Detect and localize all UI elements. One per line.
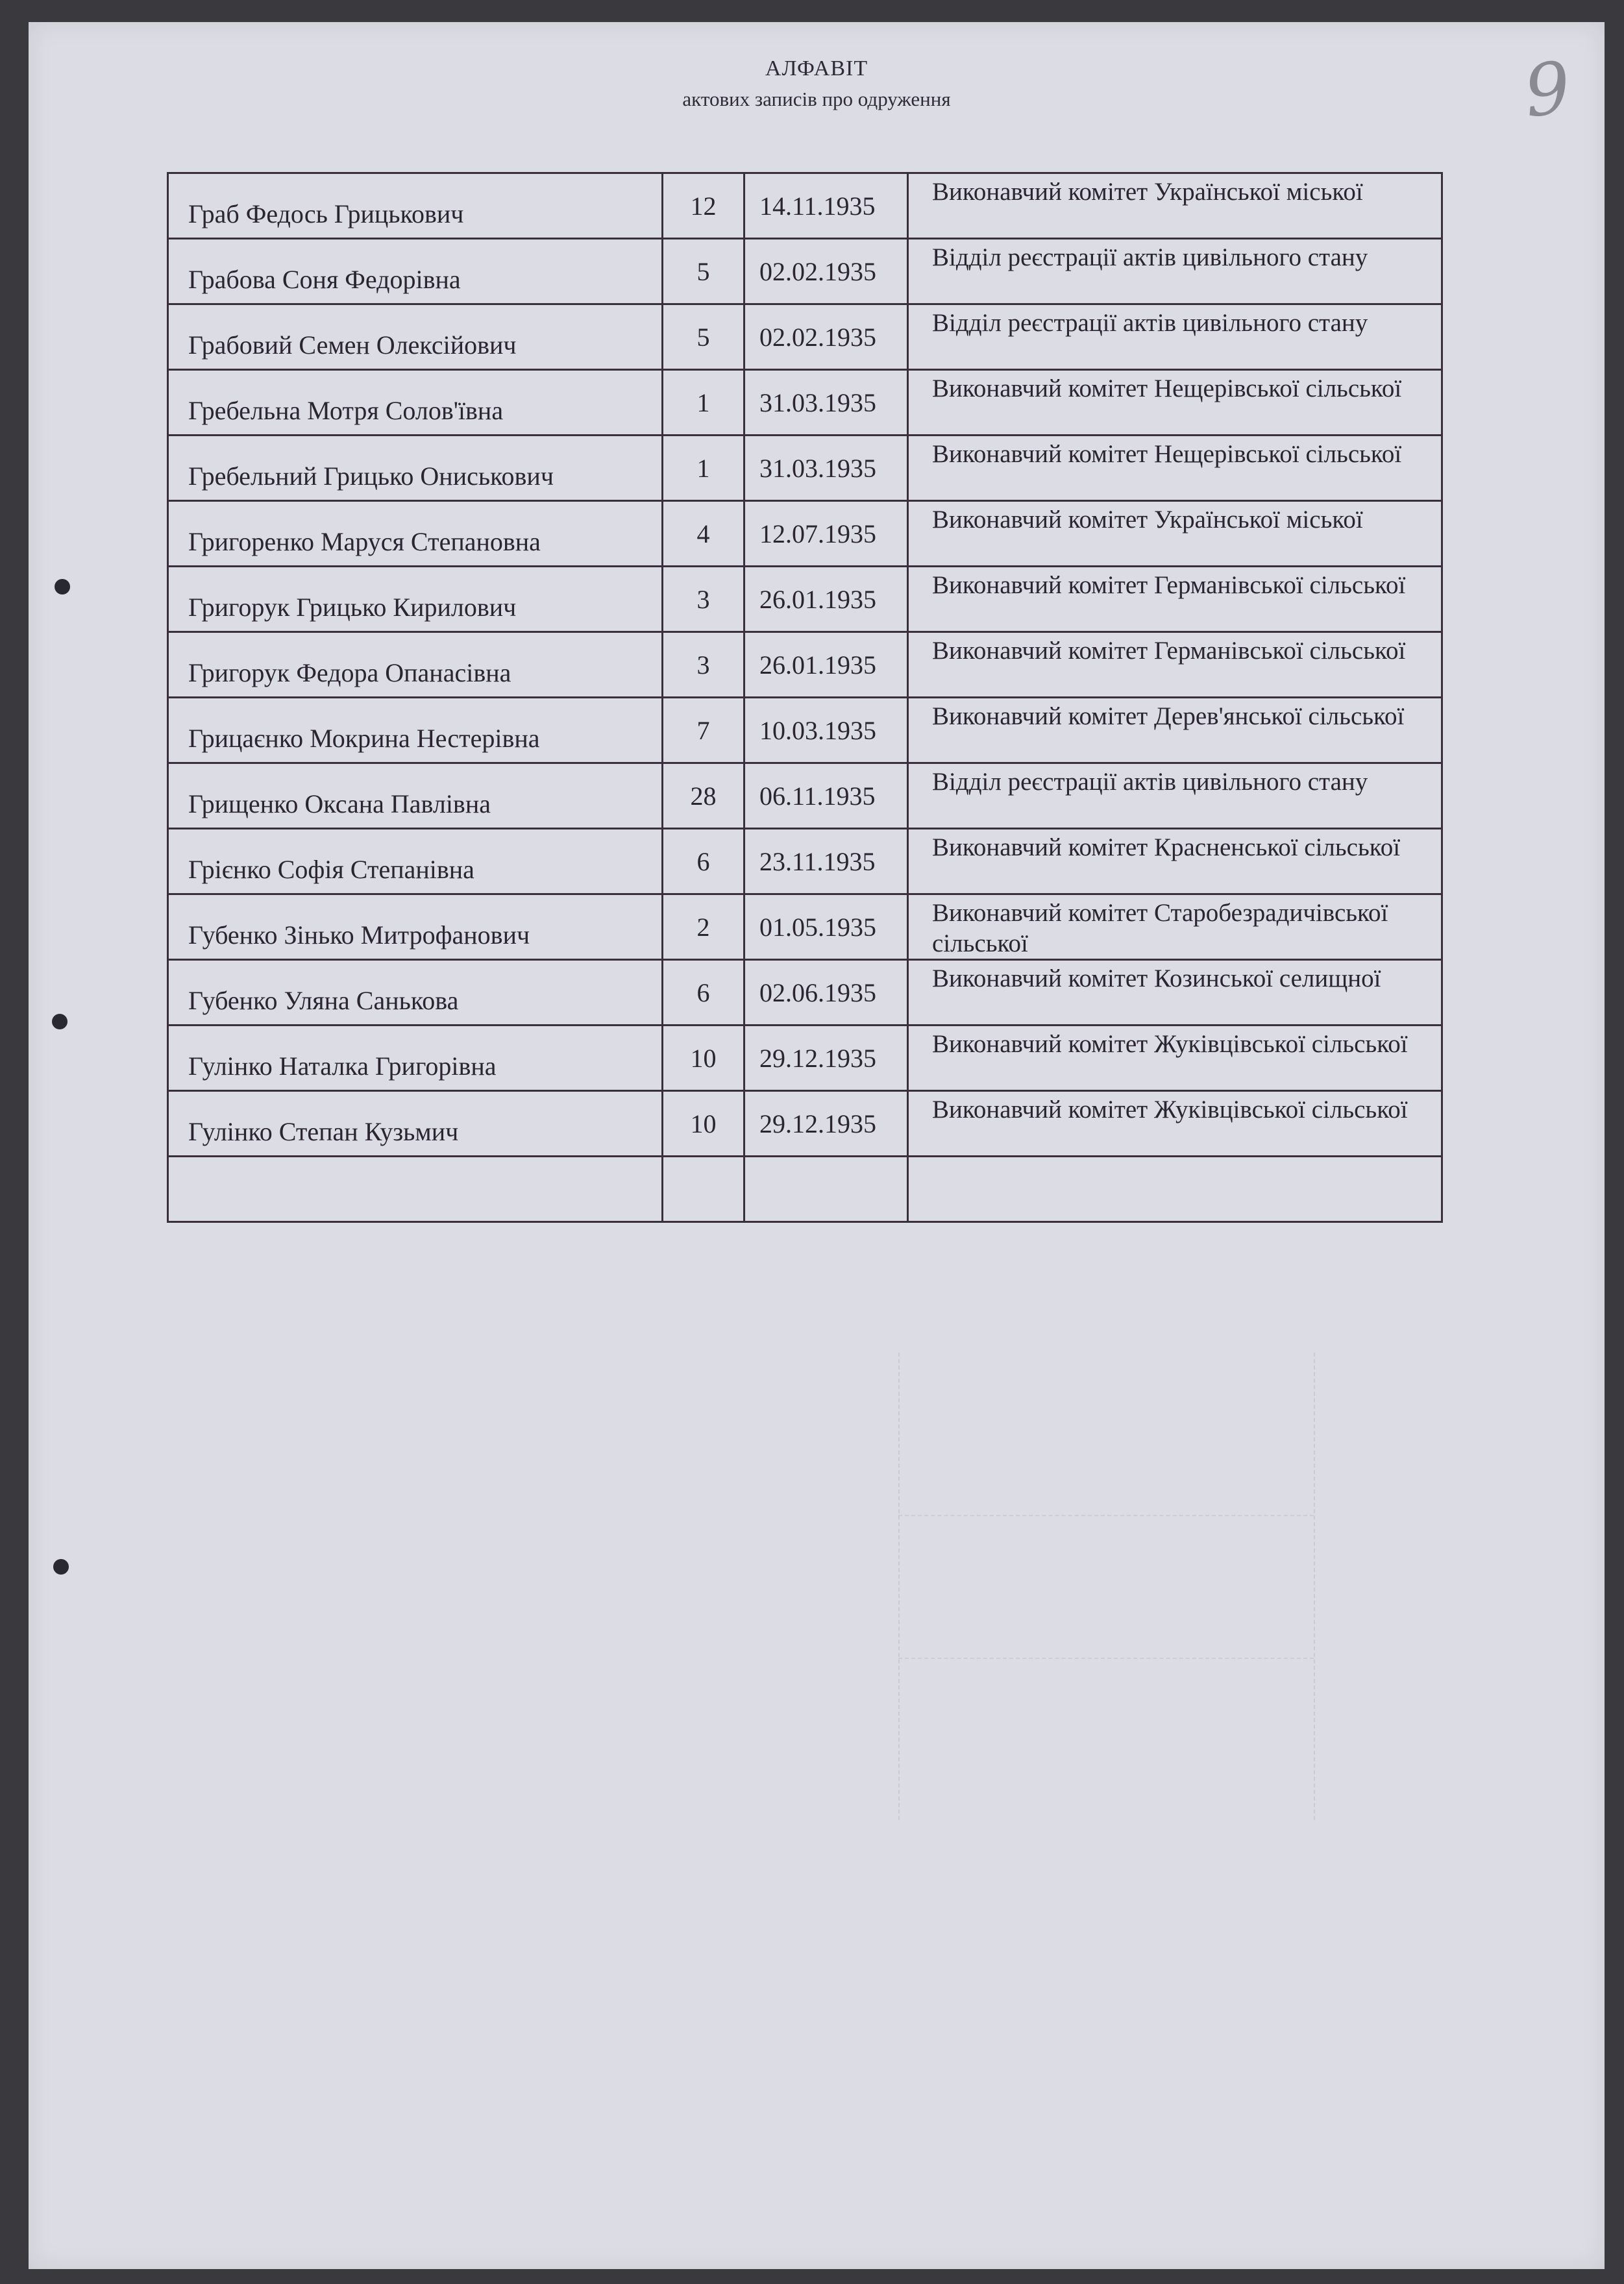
- registry-organ-cell: [908, 567, 1442, 632]
- record-date-cell: 02.02.1935: [744, 304, 908, 370]
- table-row-empty: [168, 1157, 1442, 1222]
- registry-organ-cell: [908, 894, 1442, 960]
- record-date-cell: 29.12.1935: [744, 1091, 908, 1157]
- registry-organ-cell: [908, 1157, 1442, 1222]
- registry-organ-text: Виконавчий комітет Старобезрадичівської сільської: [932, 899, 1388, 957]
- record-date-cell: 31.03.1935: [744, 370, 908, 436]
- registry-organ-cell: [908, 173, 1442, 239]
- record-number-cell: 6: [663, 960, 744, 1025]
- person-name-cell: Грабова Соня Федорівна: [168, 239, 663, 304]
- table-row: [168, 632, 1442, 698]
- bleed-through-line: [898, 1515, 1314, 1516]
- registry-organ-cell: [908, 304, 1442, 370]
- table-row: [168, 763, 1442, 829]
- registry-organ-text: Виконавчий комітет Нещерівської сільської: [932, 375, 1402, 402]
- document-page: [29, 22, 1605, 2269]
- record-date-cell: 06.11.1935: [744, 763, 908, 829]
- record-date-cell: 26.01.1935: [744, 632, 908, 698]
- record-number-cell: 6: [663, 829, 744, 894]
- record-number-cell: 1: [663, 436, 744, 501]
- record-date-cell: 29.12.1935: [744, 1025, 908, 1091]
- registry-organ-cell: [908, 436, 1442, 501]
- person-name-cell: Губенко Зінько Митрофанович: [168, 894, 663, 960]
- record-date-cell: 02.02.1935: [744, 239, 908, 304]
- registry-organ-text: Відділ реєстрації актів цивільного стану: [932, 768, 1368, 796]
- registry-organ-text: Виконавчий комітет Жуківцівської сільської: [932, 1096, 1408, 1124]
- person-name-cell: Грієнко Софія Степанівна: [168, 829, 663, 894]
- registry-organ-cell: [908, 1025, 1442, 1091]
- person-name-cell: Григорук Грицько Кирилович: [168, 567, 663, 632]
- table-row: [168, 567, 1442, 632]
- person-name-cell: Григоренко Маруся Степановна: [168, 501, 663, 567]
- record-date-cell: 02.06.1935: [744, 960, 908, 1025]
- table-row: [168, 436, 1442, 501]
- registry-organ-text: Відділ реєстрації актів цивільного стану: [932, 309, 1368, 337]
- record-number-cell: 10: [663, 1025, 744, 1091]
- record-number-cell: 28: [663, 763, 744, 829]
- registry-organ-text: Виконавчий комітет Жуківцівської сільської: [932, 1030, 1408, 1058]
- registry-organ-text: Виконавчий комітет Української міської: [932, 178, 1363, 206]
- registry-organ-cell: [908, 632, 1442, 698]
- record-date-cell: 26.01.1935: [744, 567, 908, 632]
- record-date-cell: 10.03.1935: [744, 698, 908, 763]
- person-name-cell: Граб Федось Грицькович: [168, 173, 663, 239]
- marriage-records-table: [167, 172, 1443, 1223]
- person-name-cell: Губенко Уляна Санькова: [168, 960, 663, 1025]
- person-name-cell: Григорук Федора Опанасівна: [168, 632, 663, 698]
- registry-organ-cell: [908, 1091, 1442, 1157]
- registry-organ-cell: [908, 829, 1442, 894]
- record-number-cell: 1: [663, 370, 744, 436]
- table-row: [168, 239, 1442, 304]
- person-name-cell: Гребельний Грицько Ониськович: [168, 436, 663, 501]
- table-row: [168, 894, 1442, 960]
- record-number-cell: 10: [663, 1091, 744, 1157]
- table-row: [168, 698, 1442, 763]
- table-row: [168, 1091, 1442, 1157]
- registry-organ-cell: [908, 501, 1442, 567]
- record-number-cell: [663, 1157, 744, 1222]
- table-row: [168, 173, 1442, 239]
- person-name-cell: Грицаєнко Мокрина Нестерівна: [168, 698, 663, 763]
- bleed-through-line: [1314, 1353, 1315, 1820]
- punch-hole-mark: [53, 1559, 69, 1575]
- record-number-cell: 5: [663, 239, 744, 304]
- record-date-cell: 12.07.1935: [744, 501, 908, 567]
- document-header: [29, 55, 1605, 113]
- registry-organ-text: [932, 1160, 1441, 1221]
- person-name-cell: Гулінко Степан Кузьмич: [168, 1091, 663, 1157]
- punch-hole-mark: [52, 1014, 68, 1029]
- table-row: [168, 501, 1442, 567]
- person-name-cell: [168, 1157, 663, 1222]
- registry-organ-cell: [908, 763, 1442, 829]
- bleed-through-line: [898, 1658, 1314, 1659]
- punch-hole-mark: [55, 579, 70, 595]
- table-row: [168, 829, 1442, 894]
- registry-organ-cell: [908, 698, 1442, 763]
- record-date-cell: 01.05.1935: [744, 894, 908, 960]
- record-number-cell: 7: [663, 698, 744, 763]
- person-name-cell: Гребельна Мотря Солов'ївна: [168, 370, 663, 436]
- person-name-cell: Грабовий Семен Олексійович: [168, 304, 663, 370]
- handwritten-page-number: 9: [1520, 45, 1575, 134]
- record-number-cell: 5: [663, 304, 744, 370]
- table-row: [168, 304, 1442, 370]
- registry-organ-text: Виконавчий комітет Української міської: [932, 506, 1363, 534]
- table-body: [168, 173, 1442, 1222]
- registry-organ-text: Виконавчий комітет Козинської селищної: [932, 964, 1381, 992]
- record-number-cell: 4: [663, 501, 744, 567]
- document-title: АЛФАВІТ: [765, 56, 868, 80]
- registry-organ-cell: [908, 370, 1442, 436]
- table-row: [168, 960, 1442, 1025]
- record-number-cell: 3: [663, 632, 744, 698]
- table-row: [168, 1025, 1442, 1091]
- registry-organ-text: Виконавчий комітет Германівської сільської: [932, 571, 1406, 599]
- record-date-cell: [744, 1157, 908, 1222]
- registry-organ-text: Виконавчий комітет Красненської сільської: [932, 833, 1401, 861]
- registry-organ-cell: [908, 960, 1442, 1025]
- record-number-cell: 12: [663, 173, 744, 239]
- person-name-cell: Гулінко Наталка Григорівна: [168, 1025, 663, 1091]
- record-date-cell: 14.11.1935: [744, 173, 908, 239]
- registry-organ-text: Виконавчий комітет Германівської сільської: [932, 637, 1406, 665]
- record-date-cell: 23.11.1935: [744, 829, 908, 894]
- record-date-cell: 31.03.1935: [744, 436, 908, 501]
- bleed-through-line: [898, 1353, 900, 1820]
- registry-organ-cell: [908, 239, 1442, 304]
- record-number-cell: 3: [663, 567, 744, 632]
- registry-organ-text: Виконавчий комітет Нещерівської сільської: [932, 440, 1402, 468]
- record-number-cell: 2: [663, 894, 744, 960]
- registry-organ-text: Виконавчий комітет Дерев'янської сільської: [932, 702, 1405, 730]
- registry-organ-text: Відділ реєстрації актів цивільного стану: [932, 243, 1368, 271]
- document-subtitle: актових записів про одруження: [682, 88, 951, 110]
- person-name-cell: Грищенко Оксана Павлівна: [168, 763, 663, 829]
- table-row: [168, 370, 1442, 436]
